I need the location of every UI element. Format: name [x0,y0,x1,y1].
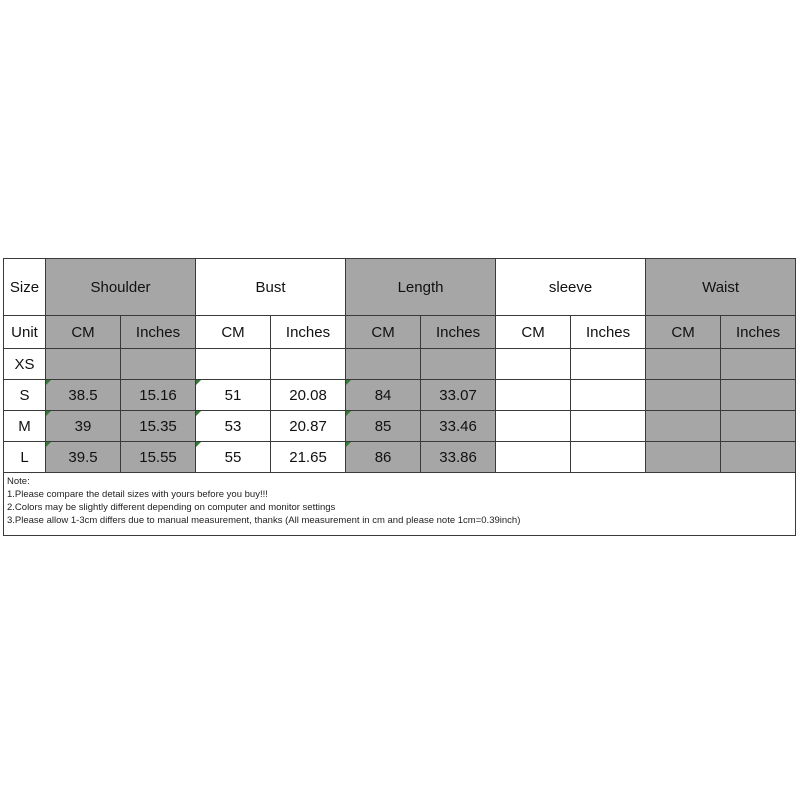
size-label-cell: M [4,411,46,442]
unit-cell: Inches [121,316,196,349]
header-row [4,259,796,316]
value-cell [496,442,571,473]
value-cell: 86 [346,442,421,473]
value-cell: 15.55 [121,442,196,473]
value-cell: 38.5 [46,380,121,411]
unit-cell: CM [46,316,121,349]
value-cell: 33.07 [421,380,496,411]
value-cell [496,349,571,380]
value-cell [646,349,721,380]
notes-cell [4,473,796,536]
unit-cell: Inches [271,316,346,349]
note-line: 2.Colors may be slightly different depending on computer and monitor settings [7,502,336,513]
value-cell: 15.16 [121,380,196,411]
value-cell [571,411,646,442]
size-header-cell: Size [4,259,46,316]
note-line: 1.Please compare the detail sizes with yours before you buy!!! [7,489,268,500]
size-chart [3,258,795,536]
unit-cell: CM [196,316,271,349]
unit-cell: Inches [571,316,646,349]
note-line: 3.Please allow 1-3cm differs due to manual measurement, thanks (All measurement in cm and please note 1cm=0.39inch) [7,515,521,526]
value-cell [571,380,646,411]
value-cell [721,442,796,473]
value-cell [721,349,796,380]
value-cell: 39 [46,411,121,442]
note-title: Note: [7,476,30,487]
unit-cell: Inches [421,316,496,349]
value-cell [646,442,721,473]
value-cell: 33.46 [421,411,496,442]
unit-cell: CM [496,316,571,349]
sleeve-header-cell: sleeve [496,259,646,316]
size-label-cell: S [4,380,46,411]
value-cell [646,380,721,411]
waist-header-cell: Waist [646,259,796,316]
bust-header-cell: Bust [196,259,346,316]
unit-cell: Inches [721,316,796,349]
value-cell [571,349,646,380]
value-cell: 53 [196,411,271,442]
length-header-cell: Length [346,259,496,316]
table-row-l [4,442,796,473]
value-cell [721,380,796,411]
value-cell: 85 [346,411,421,442]
value-cell: 51 [196,380,271,411]
value-cell: 20.08 [271,380,346,411]
table-row-xs [4,349,796,380]
unit-cell: CM [346,316,421,349]
value-cell: 33.86 [421,442,496,473]
value-cell: 15.35 [121,411,196,442]
value-cell [496,380,571,411]
unit-cell: CM [646,316,721,349]
value-cell [421,349,496,380]
value-cell [646,411,721,442]
size-chart-table [3,258,796,536]
value-cell [496,411,571,442]
size-label-cell: L [4,442,46,473]
size-label-cell: XS [4,349,46,380]
value-cell: 39.5 [46,442,121,473]
value-cell: 21.65 [271,442,346,473]
unit-row [4,316,796,349]
value-cell [571,442,646,473]
value-cell [346,349,421,380]
value-cell: 84 [346,380,421,411]
shoulder-header-cell: Shoulder [46,259,196,316]
unit-label-cell: Unit [4,316,46,349]
notes-row [4,473,796,536]
value-cell: 55 [196,442,271,473]
table-row-s [4,380,796,411]
value-cell [196,349,271,380]
value-cell [121,349,196,380]
table-row-m [4,411,796,442]
value-cell [721,411,796,442]
value-cell [271,349,346,380]
value-cell: 20.87 [271,411,346,442]
value-cell [46,349,121,380]
